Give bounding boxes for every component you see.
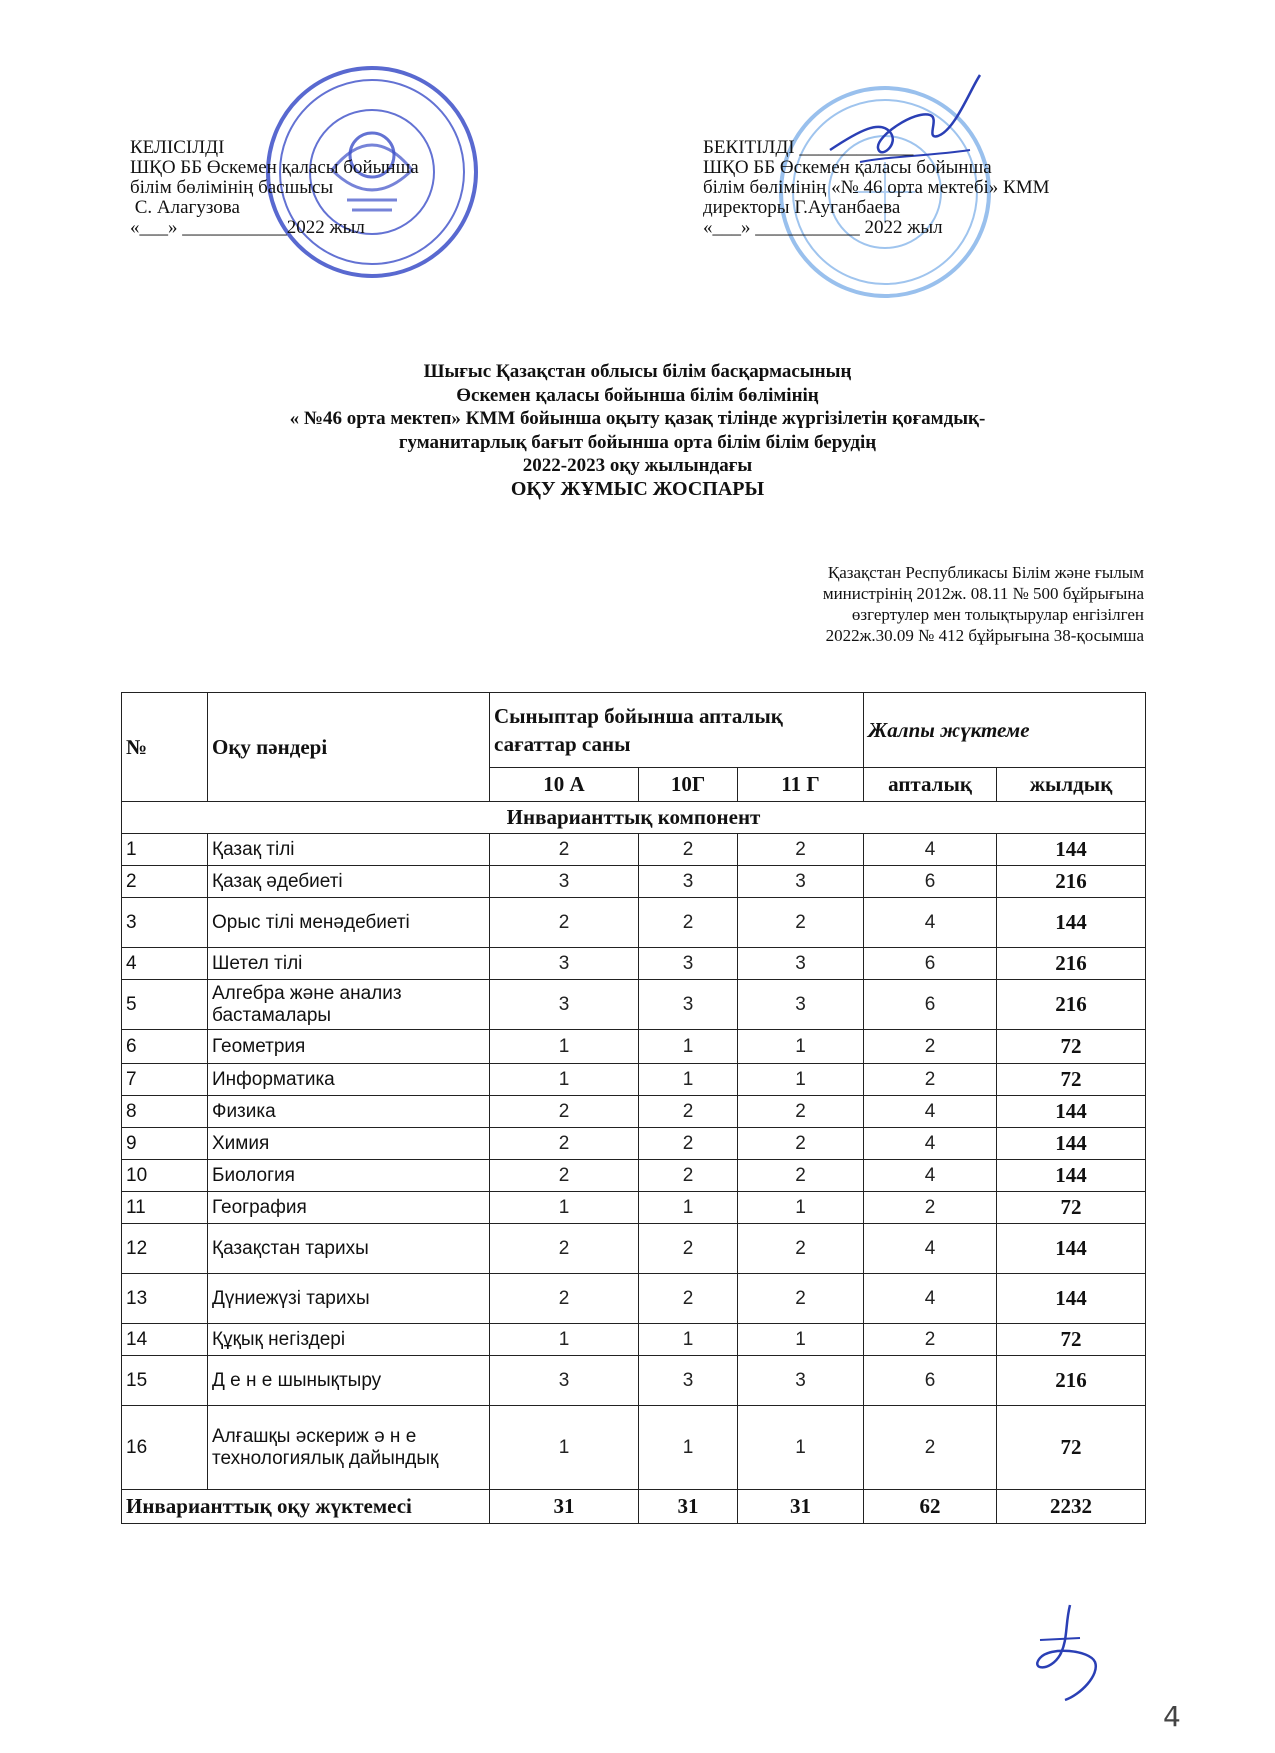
subject-name: Биология xyxy=(208,1160,490,1192)
yearly-load: 144 xyxy=(997,834,1146,866)
row-number: 3 xyxy=(122,898,208,948)
subject-name: Дүниежүзі тарихы xyxy=(208,1274,490,1324)
row-number: 9 xyxy=(122,1128,208,1160)
table-row xyxy=(122,1128,1146,1160)
hours-10a: 3 xyxy=(490,866,639,898)
hours-11g: 2 xyxy=(738,1096,864,1128)
order-ref-line2: министрінің 2012ж. 08.11 № 500 бұйрығына xyxy=(822,584,1144,603)
yearly-load: 72 xyxy=(997,1064,1146,1096)
hours-11g: 2 xyxy=(738,1160,864,1192)
hours-11g: 2 xyxy=(738,1274,864,1324)
total-10g: 31 xyxy=(639,1490,738,1524)
page-number: 4 xyxy=(1163,1700,1181,1733)
yearly-load: 216 xyxy=(997,948,1146,980)
hours-10g: 1 xyxy=(639,1192,738,1224)
hours-11g: 2 xyxy=(738,1224,864,1274)
subject-name: Геометрия xyxy=(208,1030,490,1064)
approval-left-name: С. Алагузова xyxy=(130,197,240,218)
approval-right-line2: білім бөлімінің «№ 46 орта мектебі» КММ xyxy=(703,177,1050,198)
order-ref-line3: өзгертулер мен толықтырулар енгізілген xyxy=(851,605,1144,624)
yearly-load: 144 xyxy=(997,1274,1146,1324)
yearly-load: 72 xyxy=(997,1406,1146,1490)
yearly-load: 144 xyxy=(997,898,1146,948)
weekly-load: 2 xyxy=(864,1030,997,1064)
table-header-row xyxy=(122,693,1146,768)
weekly-load: 4 xyxy=(864,1096,997,1128)
total-11g: 31 xyxy=(738,1490,864,1524)
total-yearly: 2232 xyxy=(997,1490,1146,1524)
order-ref-line1: Қазақстан Республикасы Білім және ғылым xyxy=(827,563,1144,582)
table-row xyxy=(122,1324,1146,1356)
row-number: 5 xyxy=(122,980,208,1030)
title-line-6: ОҚУ ЖҰМЫС ЖОСПАРЫ xyxy=(510,477,765,500)
header-subjects: Оқу пәндері xyxy=(208,693,490,802)
approval-left-date: «___» ___________2022 жыл xyxy=(130,217,365,238)
weekly-load: 2 xyxy=(864,1064,997,1096)
hours-10g: 3 xyxy=(639,866,738,898)
weekly-load: 6 xyxy=(864,866,997,898)
hours-10a: 2 xyxy=(490,1224,639,1274)
table-row xyxy=(122,866,1146,898)
header-weekly: апталық xyxy=(864,768,997,802)
header-class-10a: 10 А xyxy=(490,768,639,802)
document-title xyxy=(130,360,1145,501)
yearly-load: 144 xyxy=(997,1224,1146,1274)
total-label: Инварианттық оқу жүктемесі xyxy=(122,1490,490,1524)
row-number: 2 xyxy=(122,866,208,898)
row-number: 15 xyxy=(122,1356,208,1406)
table-row xyxy=(122,834,1146,866)
subject-name: Шетел тілі xyxy=(208,948,490,980)
hours-10a: 3 xyxy=(490,1356,639,1406)
hours-10a: 2 xyxy=(490,1096,639,1128)
hours-11g: 1 xyxy=(738,1324,864,1356)
hours-10g: 2 xyxy=(639,834,738,866)
total-10a: 31 xyxy=(490,1490,639,1524)
row-number: 6 xyxy=(122,1030,208,1064)
row-number: 12 xyxy=(122,1224,208,1274)
hours-10g: 1 xyxy=(639,1064,738,1096)
subject-name: Құқық негіздері xyxy=(208,1324,490,1356)
table-row xyxy=(122,980,1146,1030)
table-row xyxy=(122,1096,1146,1128)
yearly-load: 144 xyxy=(997,1096,1146,1128)
hours-10g: 1 xyxy=(639,1406,738,1490)
hours-10a: 1 xyxy=(490,1030,639,1064)
total-weekly: 62 xyxy=(864,1490,997,1524)
row-number: 7 xyxy=(122,1064,208,1096)
weekly-load: 2 xyxy=(864,1324,997,1356)
hours-11g: 1 xyxy=(738,1406,864,1490)
subject-name: Физика xyxy=(208,1096,490,1128)
order-ref-line4: 2022ж.30.09 № 412 бұйрығына 38-қосымша xyxy=(825,626,1144,645)
table-row xyxy=(122,1192,1146,1224)
table-row xyxy=(122,1224,1146,1274)
initials-signature xyxy=(1010,1600,1120,1710)
approval-right-line1: ШҚО ББ Өскемен қаласы бойынша xyxy=(703,157,992,178)
yearly-load: 144 xyxy=(997,1128,1146,1160)
title-line-3: « №46 орта мектеп» КММ бойынша оқыту қазақ тілінде жүргізілетін қоғамдық- xyxy=(289,408,986,429)
curriculum-table xyxy=(121,692,1146,1524)
subject-name: Алгебра және анализ бастамалары xyxy=(208,980,490,1030)
hours-10a: 1 xyxy=(490,1192,639,1224)
table-row xyxy=(122,1274,1146,1324)
hours-11g: 2 xyxy=(738,834,864,866)
subject-name: Қазақ әдебиеті xyxy=(208,866,490,898)
hours-11g: 1 xyxy=(738,1064,864,1096)
table-row xyxy=(122,948,1146,980)
weekly-load: 2 xyxy=(864,1192,997,1224)
hours-10g: 1 xyxy=(639,1324,738,1356)
hours-10a: 1 xyxy=(490,1064,639,1096)
weekly-load: 4 xyxy=(864,898,997,948)
approval-left-label: КЕЛІСІЛДІ xyxy=(130,137,225,158)
approval-left-line1: ШҚО ББ Өскемен қаласы бойынша xyxy=(130,157,419,178)
title-line-4: гуманитарлық бағыт бойынша орта білім білім берудің xyxy=(398,431,877,453)
row-number: 8 xyxy=(122,1096,208,1128)
hours-10a: 2 xyxy=(490,898,639,948)
table-row xyxy=(122,1406,1146,1490)
hours-11g: 2 xyxy=(738,1128,864,1160)
approval-right-line3: директоры Г.Ауганбаева xyxy=(703,197,901,218)
row-number: 16 xyxy=(122,1406,208,1490)
order-reference xyxy=(700,562,1144,646)
weekly-load: 4 xyxy=(864,1224,997,1274)
hours-10g: 2 xyxy=(639,1160,738,1192)
header-weekly-hours: Сыныптар бойынша апталық сағаттар саны xyxy=(490,693,864,768)
hours-10g: 3 xyxy=(639,980,738,1030)
yearly-load: 72 xyxy=(997,1324,1146,1356)
hours-10a: 2 xyxy=(490,1274,639,1324)
yearly-load: 216 xyxy=(997,980,1146,1030)
subject-name: Химия xyxy=(208,1128,490,1160)
subject-name: Информатика xyxy=(208,1064,490,1096)
hours-10g: 2 xyxy=(639,898,738,948)
hours-10a: 1 xyxy=(490,1406,639,1490)
weekly-load: 4 xyxy=(864,834,997,866)
row-number: 4 xyxy=(122,948,208,980)
section-row xyxy=(122,802,1146,834)
row-number: 13 xyxy=(122,1274,208,1324)
yearly-load: 216 xyxy=(997,1356,1146,1406)
hours-10a: 3 xyxy=(490,948,639,980)
approval-left-line2: білім бөлімінің басшысы xyxy=(130,177,334,198)
row-number: 11 xyxy=(122,1192,208,1224)
approval-right-label: БЕКІТІЛДІ ____________ xyxy=(703,137,914,158)
header-class-11g: 11 Г xyxy=(738,768,864,802)
subject-name: Алғашқы әскериж ә н е технологиялық дайындық xyxy=(208,1406,490,1490)
hours-10g: 1 xyxy=(639,1030,738,1064)
weekly-load: 6 xyxy=(864,980,997,1030)
approval-left xyxy=(130,138,419,238)
header-yearly: жылдық xyxy=(997,768,1146,802)
row-number: 10 xyxy=(122,1160,208,1192)
weekly-load: 4 xyxy=(864,1128,997,1160)
hours-11g: 3 xyxy=(738,948,864,980)
weekly-load: 6 xyxy=(864,1356,997,1406)
row-number: 1 xyxy=(122,834,208,866)
table-row xyxy=(122,1160,1146,1192)
table-row xyxy=(122,1356,1146,1406)
subject-name: Д е н е шынықтыру xyxy=(208,1356,490,1406)
title-line-5: 2022-2023 оқу жылындағы xyxy=(522,455,753,476)
table-row xyxy=(122,1064,1146,1096)
hours-11g: 2 xyxy=(738,898,864,948)
subject-name: Қазақ тілі xyxy=(208,834,490,866)
yearly-load: 216 xyxy=(997,866,1146,898)
weekly-load: 4 xyxy=(864,1160,997,1192)
title-line-2: Өскемен қаласы бойынша білім бөлімінің xyxy=(456,384,819,406)
yearly-load: 72 xyxy=(997,1192,1146,1224)
total-row xyxy=(122,1490,1146,1524)
yearly-load: 144 xyxy=(997,1160,1146,1192)
hours-11g: 3 xyxy=(738,1356,864,1406)
approval-right xyxy=(703,138,1050,238)
header-class-10g: 10Г xyxy=(639,768,738,802)
hours-10g: 2 xyxy=(639,1096,738,1128)
subject-name: Қазақстан тарихы xyxy=(208,1224,490,1274)
hours-10g: 2 xyxy=(639,1274,738,1324)
subject-name: География xyxy=(208,1192,490,1224)
hours-10g: 3 xyxy=(639,1356,738,1406)
hours-11g: 1 xyxy=(738,1030,864,1064)
hours-11g: 3 xyxy=(738,866,864,898)
header-num: № xyxy=(122,693,208,802)
title-line-1: Шығыс Қазақстан облысы білім басқармасының xyxy=(423,361,852,382)
weekly-load: 6 xyxy=(864,948,997,980)
hours-10a: 1 xyxy=(490,1324,639,1356)
weekly-load: 2 xyxy=(864,1406,997,1490)
section-label: Инварианттық компонент xyxy=(122,802,1146,834)
hours-10g: 3 xyxy=(639,948,738,980)
hours-10a: 2 xyxy=(490,834,639,866)
hours-10g: 2 xyxy=(639,1224,738,1274)
table-row xyxy=(122,1030,1146,1064)
hours-11g: 3 xyxy=(738,980,864,1030)
hours-10a: 2 xyxy=(490,1160,639,1192)
hours-11g: 1 xyxy=(738,1192,864,1224)
weekly-load: 4 xyxy=(864,1274,997,1324)
hours-10g: 2 xyxy=(639,1128,738,1160)
approval-right-date: «___» ___________ 2022 жыл xyxy=(703,217,943,238)
row-number: 14 xyxy=(122,1324,208,1356)
subject-name: Орыс тілі менәдебиеті xyxy=(208,898,490,948)
header-total-load: Жалпы жүктеме xyxy=(864,693,1146,768)
hours-10a: 3 xyxy=(490,980,639,1030)
table-row xyxy=(122,898,1146,948)
hours-10a: 2 xyxy=(490,1128,639,1160)
yearly-load: 72 xyxy=(997,1030,1146,1064)
